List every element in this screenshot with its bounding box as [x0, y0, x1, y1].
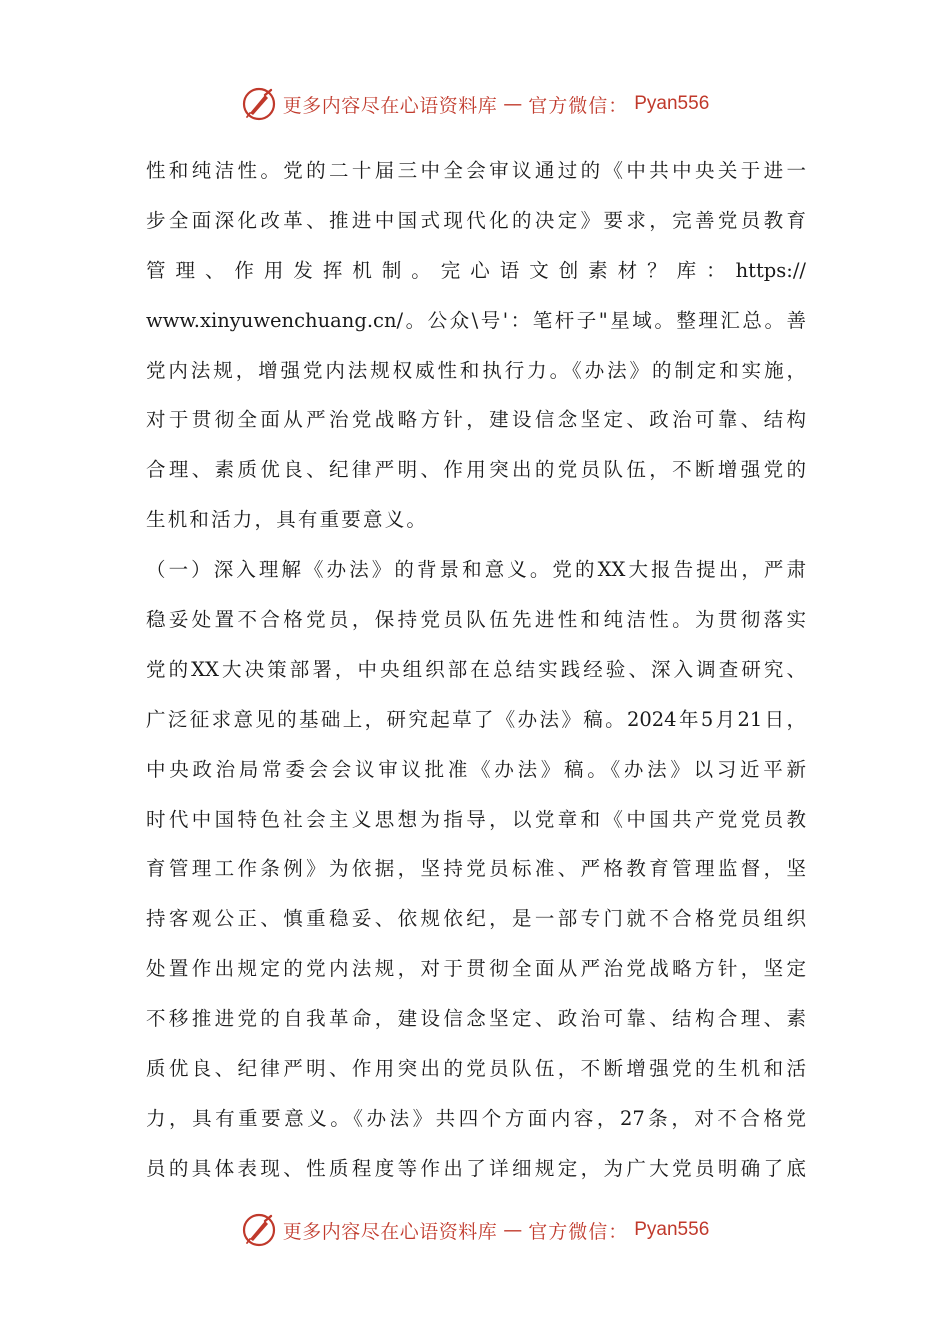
text-line-14: 时代中国特色社会主义思想为指导，以党章和《中国共产党党员教 — [146, 807, 806, 831]
wechat-label: 官方微信： — [528, 94, 629, 117]
text-line-20: 力，具有重要意义。《办法》共四个方面内容，27条，对不合格党 — [146, 1106, 806, 1130]
site-name-footer: 更多内容尽在心语资料库 — [282, 1220, 498, 1243]
text-line-11: 党的XX大决策部署，中央组织部在总结实践经验、深入调查研究、 — [146, 657, 806, 681]
text-line-2: 步全面深化改革、推进中国式现代化的决定》要求，完善党员教育 — [146, 208, 806, 232]
site-name: 更多内容尽在心语资料库 — [282, 94, 498, 117]
quill-pen-logo-icon — [241, 86, 277, 122]
text-line-12: 广泛征求意见的基础上，研究起草了《办法》稿。2024年5月21日， — [146, 707, 806, 731]
text-line-13: 中央政治局常委会会议审议批准《办法》稿。《办法》以习近平新 — [146, 757, 806, 781]
text-line-21: 员的具体表现、性质程度等作出了详细规定，为广大党员明确了底 — [146, 1156, 806, 1180]
document-body — [146, 146, 806, 1194]
wechat-label-footer: 官方微信： — [528, 1220, 629, 1243]
text-line-15: 育管理工作条例》为依据，坚持党员标准、严格教育管理监督，坚 — [146, 857, 806, 881]
text-line-5: 党内法规，增强党内法规权威性和执行力。《办法》的制定和实施， — [146, 358, 806, 382]
text-line-4: www.xinyuwenchuang.cn/。公众\号'：笔杆子"星域。整理汇总。善 — [146, 308, 806, 332]
text-line-16: 持客观公正、慎重稳妥、依规依纪，是一部专门就不合格党员组织 — [146, 907, 806, 931]
quill-pen-logo-icon — [241, 1212, 277, 1248]
text-line-9: （一）深入理解《办法》的背景和意义。党的XX大报告提出，严肃 — [146, 558, 806, 582]
text-line-1: 性和纯洁性。党的二十届三中全会审议通过的《中共中央关于进一 — [146, 159, 806, 182]
header-banner — [0, 84, 950, 124]
banner-dash: — — [503, 93, 523, 115]
text-line-19: 质优良、纪律严明、作用突出的党员队伍，不断增强党的生机和活 — [146, 1057, 806, 1081]
footer-banner — [0, 1210, 950, 1250]
text-line-6: 对于贯彻全面从严治党战略方针，建设信念坚定、政治可靠、结构 — [146, 408, 806, 432]
wechat-id-footer: Pyan556 — [634, 1219, 710, 1240]
text-line-10: 稳妥处置不合格党员，保持党员队伍先进性和纯洁性。为贯彻落实 — [146, 608, 806, 632]
text-line-7: 合理、素质优良、纪律严明、作用突出的党员队伍，不断增强党的 — [146, 458, 806, 482]
text-line-18: 不移推进党的自我革命，建设信念坚定、政治可靠、结构合理、素 — [146, 1007, 806, 1031]
text-line-8: 生机和活力，具有重要意义。 — [146, 508, 429, 532]
banner-dash-footer: — — [503, 1219, 523, 1241]
text-line-3: 管理、作用发挥机制。完心语文创素材？库：https:// — [146, 258, 806, 282]
text-line-17: 处置作出规定的党内法规，对于贯彻全面从严治党战略方针，坚定 — [146, 957, 806, 981]
wechat-id: Pyan556 — [634, 93, 710, 114]
